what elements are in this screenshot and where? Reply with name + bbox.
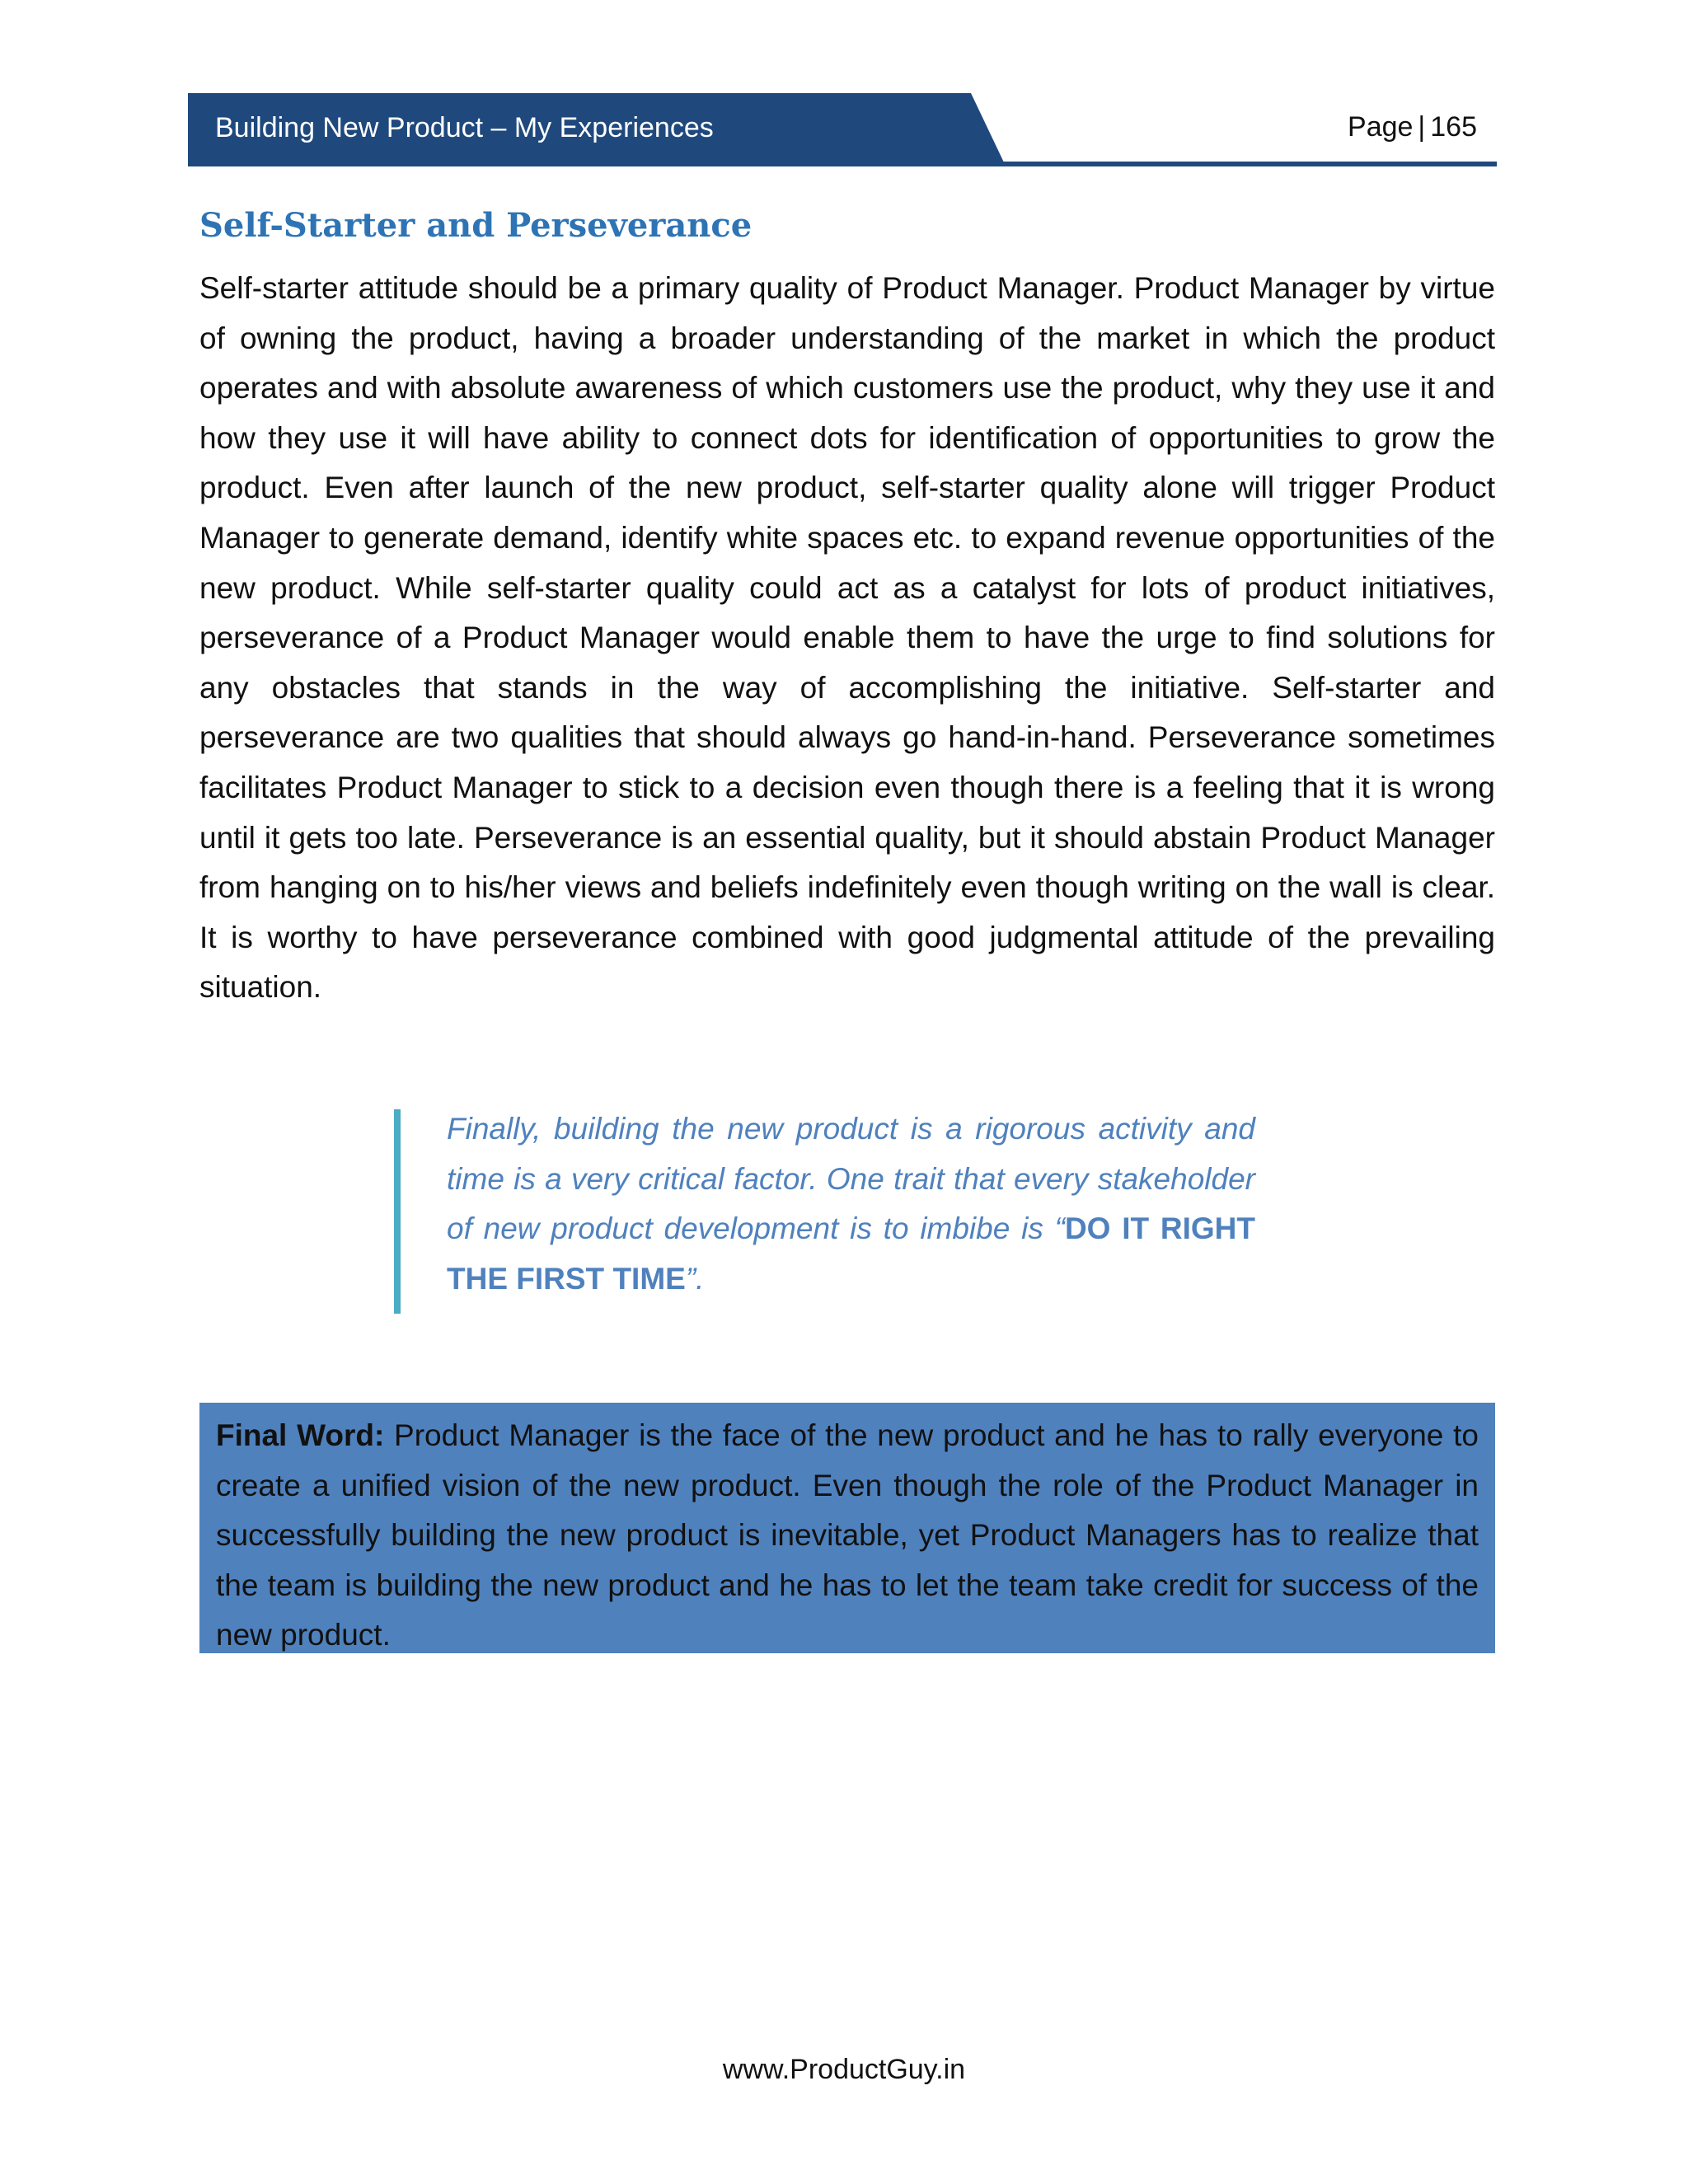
header-rule [188, 162, 1497, 166]
pull-quote-text [447, 1104, 1255, 1304]
book-title: Building New Product – My Experiences [215, 112, 714, 143]
page-number-value: 165 [1430, 111, 1477, 143]
quote-open-mark: “ [1054, 1212, 1065, 1246]
section-title: Self-Starter and Perseverance [199, 206, 753, 245]
final-word-text [216, 1411, 1479, 1661]
quote-close-mark: ”. [685, 1261, 705, 1296]
final-word-box [199, 1403, 1495, 1653]
page-separator: | [1418, 111, 1426, 143]
final-word-body: Product Manager is the face of the new product and he has to rally everyone to create a unified vision of the new product. Even though the role of the Product Manager in successfully building the new product is inevitable, yet Product Managers has to realize that the team is building the new product and he has to let the team take credit for success of the new product. [216, 1418, 1479, 1652]
page-label: Page [1348, 111, 1414, 143]
page-number [1348, 111, 1477, 143]
footer-url: www.ProductGuy.in [722, 2054, 966, 2085]
body-paragraph: Self-starter attitude should be a primary quality of Product Manager. Product Manager by virtue of owning the product, having a broader understanding of the market in which the product operates and with absolute awareness of which customers use the product, why they use it and how they use it will have ability to connect dots for identification of opportunities to grow the product. Even after launch of the new product, self-starter quality alone will trigger Product Manager to generate demand, identify white spaces etc. to expand revenue opportunities of the new product. While self-starter quality could act as a catalyst for lots of product initiatives, perseverance of a Product Manager would enable them to have the urge to find solutions for any obstacles that stands in the way of accomplishing the initiative. Self-starter and perseverance are two qualities that should always go hand-in-hand. Perseverance sometimes facilitates Product Manager to stick to a decision even though there is a feeling that it is wrong until it gets too late. Perseverance is an essential quality, but it should abstain Product Manager from hanging on to his/her views and beliefs indefinitely even though writing on the wall is clear. It is worthy to have perseverance combined with good judgmental attitude of the prevailing situation. [199, 271, 1495, 1005]
page-header [188, 93, 1497, 166]
final-word-label: Final Word: [216, 1418, 385, 1452]
quote-emphasis: DO IT RIGHT THE FIRST TIME [447, 1212, 1255, 1296]
quote-body: Finally, building the new product is a rigorous activity and time is a very critical factor. One trait that every stakeholder of new product development is to imbibe is [447, 1112, 1255, 1246]
pull-quote [394, 1109, 1255, 1314]
